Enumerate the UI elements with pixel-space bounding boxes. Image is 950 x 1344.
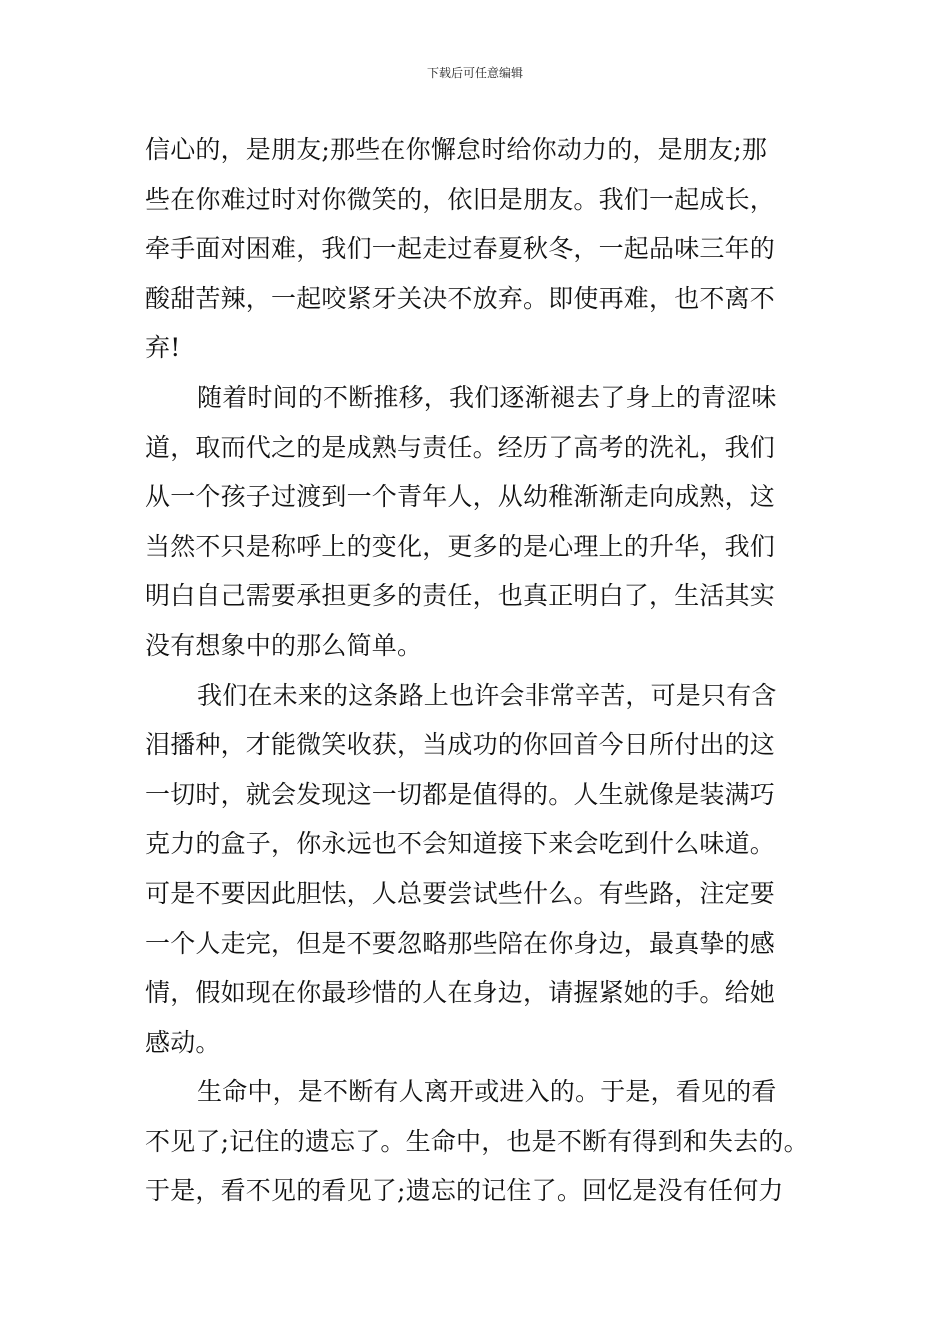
text-line: 弃!	[145, 333, 181, 363]
text-line: 酸甜苦辣，一起咬紧牙关决不放弃。即使再难，也不离不	[145, 283, 776, 313]
text-line: 道，取而代之的是成熟与责任。经历了高考的洗礼，我们	[145, 432, 776, 462]
text-line: 感动。	[145, 1027, 221, 1057]
text-line: 我们在未来的这条路上也许会非常辛苦，可是只有含	[197, 680, 777, 710]
text-line: 牵手面对困难，我们一起走过春夏秋冬，一起品味三年的	[145, 234, 776, 264]
page-header: 下载后可任意编辑	[426, 66, 523, 80]
text-line: 一个人走完，但是不要忽略那些陪在你身边，最真挚的感	[145, 928, 776, 958]
text-line: 明白自己需要承担更多的责任，也真正明白了，生活其实	[145, 581, 776, 611]
text-line: 信心的，是朋友;那些在你懈怠时给你动力的，是朋友;那	[145, 135, 768, 164]
text-line: 生命中，是不断有人离开或进入的。于是，看见的看	[197, 1077, 777, 1107]
text-line: 情，假如现在你最珍惜的人在身边，请握紧她的手。给她	[145, 978, 776, 1008]
text-line: 些在你难过时对你微笑的，依旧是朋友。我们一起成长，	[145, 184, 776, 214]
text-line: 没有想象中的那么简单。	[145, 630, 423, 660]
text-line: 当然不只是称呼上的变化，更多的是心理上的升华，我们	[145, 531, 776, 561]
text-line: 随着时间的不断推移，我们逐渐褪去了身上的青涩味	[197, 382, 777, 412]
text-line: 一切时，就会发现这一切都是值得的。人生就像是装满巧	[145, 779, 776, 809]
text-line: 泪播种，才能微笑收获，当成功的你回首今日所付出的这	[145, 730, 776, 760]
text-line: 克力的盒子，你永远也不会知道接下来会吃到什么味道。	[145, 829, 776, 859]
text-line: 从一个孩子过渡到一个青年人，从幼稚渐渐走向成熟，这	[145, 482, 776, 512]
document-body	[145, 125, 815, 1216]
text-line: 不见了;记住的遗忘了。生命中，也是不断有得到和失去的。	[145, 1126, 809, 1156]
text-line: 可是不要因此胆怯，人总要尝试些什么。有些路，注定要	[145, 878, 776, 908]
text-line: 于是，看不见的看见了;遗忘的记住了。回忆是没有任何力	[145, 1176, 784, 1206]
